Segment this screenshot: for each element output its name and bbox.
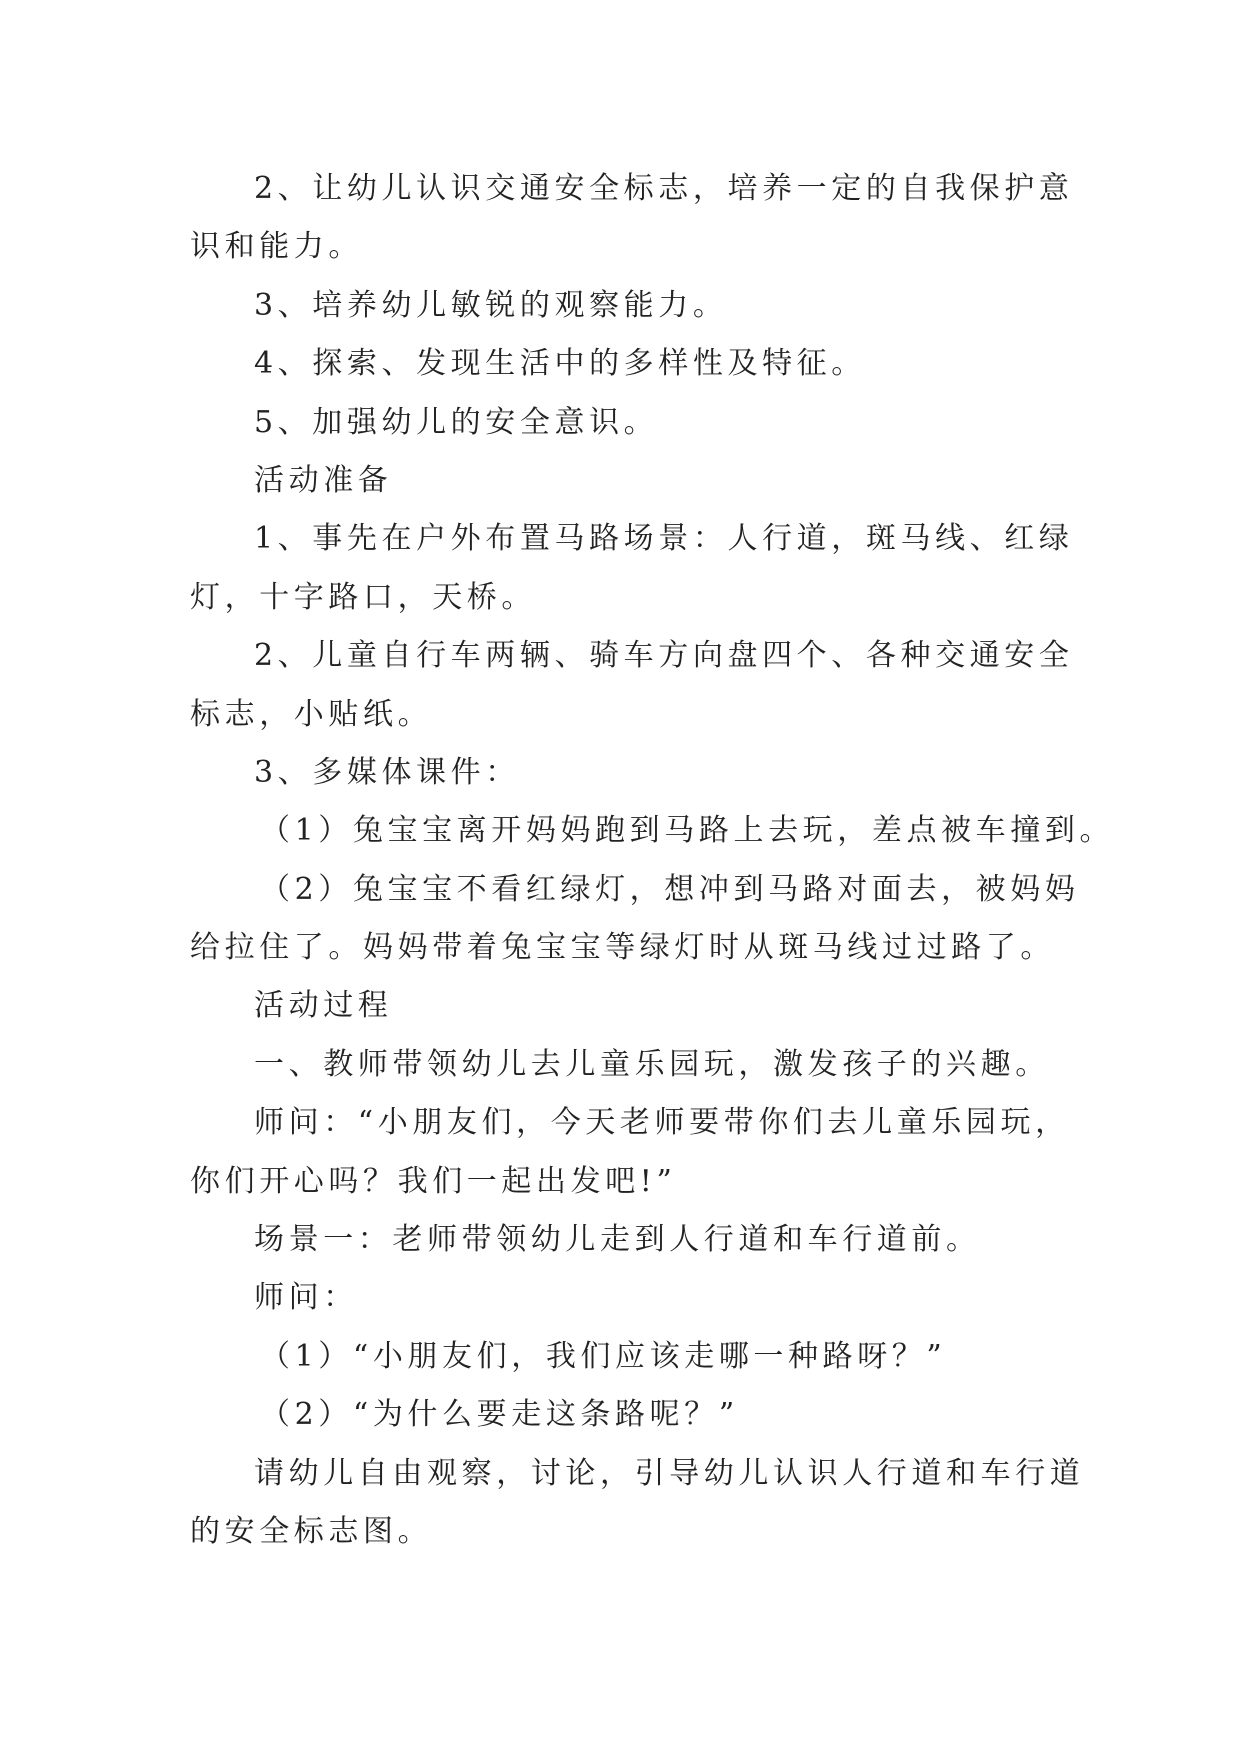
courseware-item-1: （1）兔宝宝离开妈妈跑到马路上去玩，差点被车撞到。 [260, 813, 1115, 849]
question-1: （1）“小朋友们，我们应该走哪一种路呀？” [260, 1338, 947, 1374]
scene-one: 场景一：老师带领幼儿走到人行道和车行道前。 [254, 1222, 981, 1258]
courseware-item-2-line-2: 给拉住了。妈妈带着兔宝宝等绿灯时从斑马线过过路了。 [190, 930, 1055, 966]
objective-2-line-1: 2、让幼儿认识交通安全标志，培养一定的自我保护意 [254, 171, 1074, 206]
document-body [190, 160, 1115, 1561]
objective-5: 5、加强幼儿的安全意识。 [254, 404, 659, 440]
process-step-1: 一、教师带领幼儿去儿童乐园玩，激发孩子的兴趣。 [254, 1046, 1050, 1082]
courseware-item-2-line-1: （2）兔宝宝不看红绿灯，想冲到马路对面去，被妈妈 [260, 871, 1080, 907]
preparation-1-line-2: 灯，十字路口，天桥。 [190, 579, 536, 615]
teacher-asks-label: 师问： [254, 1280, 358, 1316]
teacher-question-line-2: 你们开心吗？我们一起出发吧!” [190, 1163, 677, 1199]
question-2: （2）“为什么要走这条路呢？” [260, 1397, 739, 1433]
section-heading-process: 活动过程 [254, 988, 393, 1024]
section-heading-preparation: 活动准备 [254, 462, 393, 498]
guidance-line-2: 的安全标志图。 [190, 1513, 433, 1549]
preparation-1-line-1: 1、事先在户外布置马路场景：人行道，斑马线、红绿 [254, 521, 1074, 557]
preparation-2-line-1: 2、儿童自行车两辆、骑车方向盘四个、各种交通安全 [254, 638, 1074, 674]
objective-4: 4、探索、发现生活中的多样性及特征。 [254, 346, 866, 382]
teacher-question-line-1: 师问：“小朋友们，今天老师要带你们去儿童乐园玩， [254, 1105, 1070, 1141]
objective-3: 3、培养幼儿敏锐的观察能力。 [254, 287, 728, 323]
objective-2-line-2: 识和能力。 [190, 229, 363, 265]
preparation-2-line-2: 标志，小贴纸。 [190, 696, 433, 732]
guidance-line-1: 请幼儿自由观察，讨论，引导幼儿认识人行道和车行道 [254, 1455, 1085, 1491]
preparation-3: 3、多媒体课件： [254, 754, 520, 790]
